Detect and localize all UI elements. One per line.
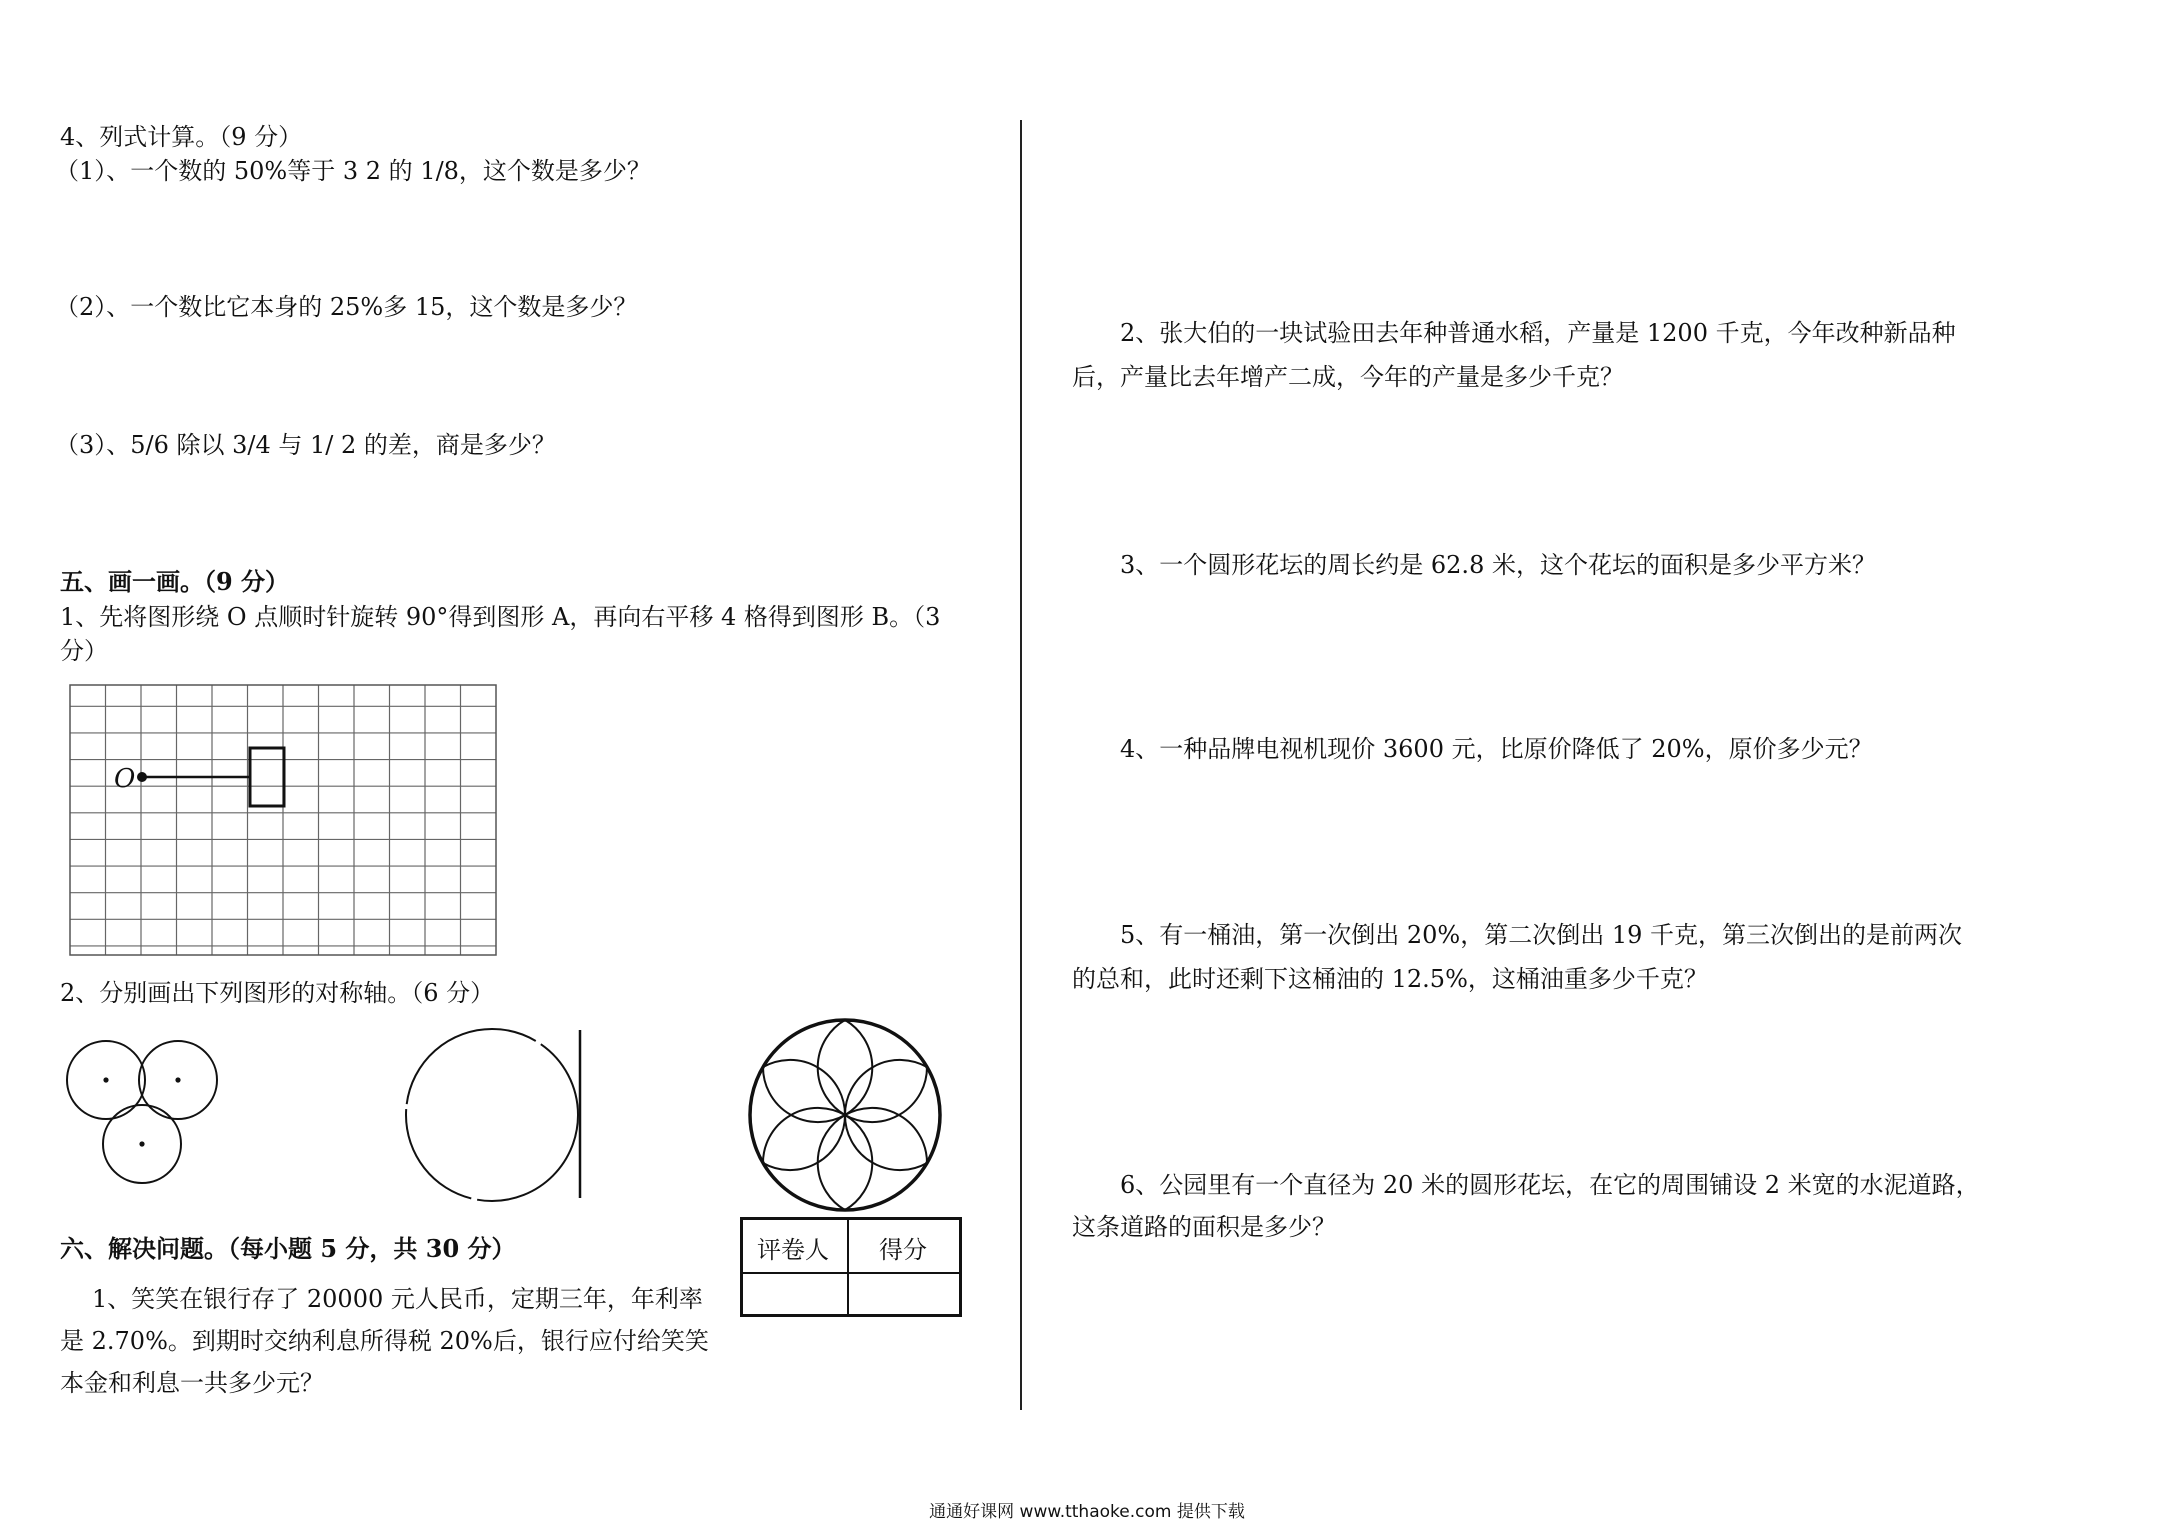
rotation-grid xyxy=(70,685,500,955)
flower-circle-figure xyxy=(745,1015,945,1215)
three-circles-figure xyxy=(60,1035,230,1190)
right-question-6-line1: 6、公园里有一个直径为 20 米的圆形花坛，在它的周围铺设 2 米宽的水泥道路， xyxy=(1120,1171,1980,1199)
right-question-3: 3、一个圆形花坛的周长约是 62.8 米，这个花坛的面积是多少平方米？ xyxy=(1120,551,1876,579)
footer-credit: 通通好课网 www.tthaoke.com 提供下载 xyxy=(929,1502,1245,1522)
column-divider xyxy=(1020,120,1022,1410)
section-5-q2: 2、分别画出下列图形的对称轴。（6 分） xyxy=(60,979,495,1007)
grid-point-o-label: O xyxy=(114,764,136,794)
right-question-2-line2: 后，产量比去年增产二成，今年的产量是多少千克？ xyxy=(1072,363,1624,391)
section-5-q1-line2: 分） xyxy=(60,637,108,665)
right-question-4: 4、一种品牌电视机现价 3600 元，比原价降低了 20%，原价多少元？ xyxy=(1120,735,1873,763)
section-6-q1-line2: 是 2.70%。到期时交纳利息所得税 20%后，银行应付给笑笑 xyxy=(60,1327,709,1355)
right-question-5-line1: 5、有一桶油，第一次倒出 20%，第二次倒出 19 千克，第三次倒出的是前两次 xyxy=(1120,921,1963,949)
circle-with-line-figure xyxy=(400,1030,600,1200)
question-4-3: （3）、5/6 除以 3/4 与 1/ 2 的差，商是多少？ xyxy=(55,431,556,459)
question-4-title: 4、列式计算。（9 分） xyxy=(60,123,303,151)
right-question-5-line2: 的总和，此时还剩下这桶油的 12.5%，这桶油重多少千克？ xyxy=(1072,965,1708,993)
question-4-2: （2）、一个数比它本身的 25%多 15，这个数是多少？ xyxy=(55,293,638,321)
section-5-q1-line1: 1、先将图形绕 O 点顺时针旋转 90°得到图形 A，再向右平移 4 格得到图形 B。（3 xyxy=(60,603,941,631)
question-4-1: （1）、一个数的 50%等于 3 2 的 1/8，这个数是多少？ xyxy=(55,157,651,185)
section-5-title: 五、画一画。（9 分） xyxy=(60,567,290,596)
section-6-title: 六、解决问题。（每小题 5 分，共 30 分） xyxy=(60,1234,516,1263)
right-question-6-line2: 这条道路的面积是多少？ xyxy=(1072,1213,1336,1241)
section-6-q1-line3: 本金和利息一共多少元？ xyxy=(60,1369,324,1397)
score-table-score-label: 得分 xyxy=(879,1236,927,1264)
score-table xyxy=(740,1217,962,1317)
section-6-q1-line1: 1、笑笑在银行存了 20000 元人民币，定期三年，年利率 xyxy=(92,1285,703,1313)
score-table-grader-label: 评卷人 xyxy=(757,1236,829,1264)
right-question-2-line1: 2、张大伯的一块试验田去年种普通水稻，产量是 1200 千克，今年改种新品种 xyxy=(1120,319,1956,347)
